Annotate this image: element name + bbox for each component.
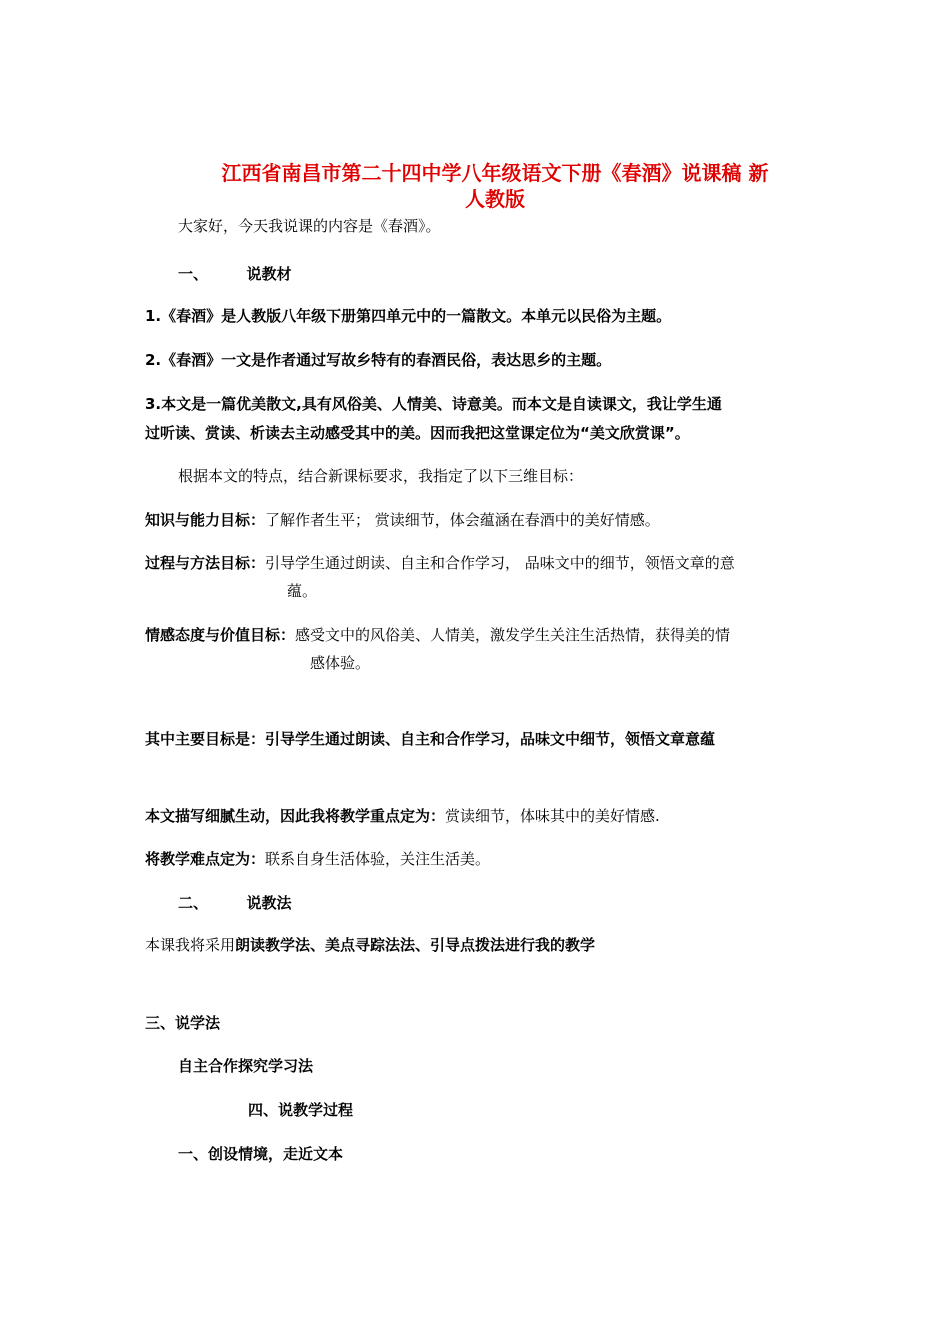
goal-knowledge-text: 了解作者生平； 赏读细节，体会蕴涵在春酒中的美好情感。 bbox=[265, 511, 660, 529]
goal-process-label: 过程与方法目标： bbox=[145, 554, 266, 572]
teaching-difficulty bbox=[145, 849, 490, 869]
goal-emotion-label: 情感态度与价值目标： bbox=[145, 626, 296, 644]
teaching-method bbox=[145, 935, 595, 955]
item-2: 2.《春酒》一文是作者通过写故乡特有的春酒民俗，表达思乡的主题。 bbox=[145, 351, 612, 369]
item-1: 1.《春酒》是人教版八年级下册第四单元中的一篇散文。本单元以民俗为主题。 bbox=[145, 307, 672, 325]
section4-heading: 四、说教学过程 bbox=[248, 1101, 354, 1119]
goal-knowledge bbox=[145, 510, 660, 530]
teaching-difficulty-label: 将教学难点定为： bbox=[145, 850, 266, 868]
study-method: 自主合作探究学习法 bbox=[178, 1057, 314, 1075]
goal-emotion bbox=[145, 625, 730, 645]
section3-heading: 三、说学法 bbox=[145, 1014, 221, 1032]
section2-number: 二、 bbox=[178, 894, 209, 912]
section1-label: 说教材 bbox=[246, 265, 292, 283]
process-step-1: 一、创设情境，走近文本 bbox=[178, 1145, 344, 1163]
teaching-focus bbox=[145, 806, 660, 826]
section2-heading bbox=[178, 893, 292, 913]
goal-process-text-2: 蕴。 bbox=[287, 582, 318, 600]
intro-paragraph: 大家好，今天我说课的内容是《春酒》。 bbox=[178, 217, 441, 235]
goal-process-text-1: 引导学生通过朗读、自主和合作学习， 品味文中的细节，领悟文章的意 bbox=[265, 554, 735, 572]
teaching-focus-label: 本文描写细腻生动，因此我将教学重点定为： bbox=[145, 807, 446, 825]
goal-knowledge-label: 知识与能力目标： bbox=[145, 511, 266, 529]
main-goal: 其中主要目标是：引导学生通过朗读、自主和合作学习，品味文中细节，领悟文章意蕴 bbox=[145, 730, 716, 748]
section2-label: 说教法 bbox=[246, 894, 292, 912]
teaching-focus-text: 赏读细节，体味其中的美好情感. bbox=[445, 807, 660, 825]
section1-heading bbox=[178, 264, 292, 284]
title-line-2: 人教版 bbox=[465, 187, 525, 211]
goals-intro: 根据本文的特点，结合新课标要求，我指定了以下三维目标： bbox=[178, 467, 584, 485]
item-3-line-1: 3.本文是一篇优美散文,具有风俗美、人情美、诗意美。而本文是自读课文，我让学生通 bbox=[145, 395, 722, 413]
goal-emotion-text-2: 感体验。 bbox=[310, 654, 371, 672]
teaching-method-text: 朗读教学法、美点寻踪法法、引导点拨法进行我的教学 bbox=[235, 936, 596, 954]
title-line-1: 江西省南昌市第二十四中学八年级语文下册《春酒》说课稿 新 bbox=[221, 161, 769, 185]
teaching-method-prefix: 本课我将采用 bbox=[145, 936, 236, 954]
goal-process bbox=[145, 553, 735, 573]
goal-emotion-text-1: 感受文中的风俗美、人情美，激发学生关注生活热情，获得美的情 bbox=[295, 626, 731, 644]
teaching-difficulty-text: 联系自身生活体验，关注生活美。 bbox=[265, 850, 491, 868]
section1-number: 一、 bbox=[178, 265, 209, 283]
item-3-line-2: 过听读、赏读、析读去主动感受其中的美。因而我把这堂课定位为“美文欣赏课”。 bbox=[145, 424, 690, 442]
document-title bbox=[150, 160, 840, 212]
